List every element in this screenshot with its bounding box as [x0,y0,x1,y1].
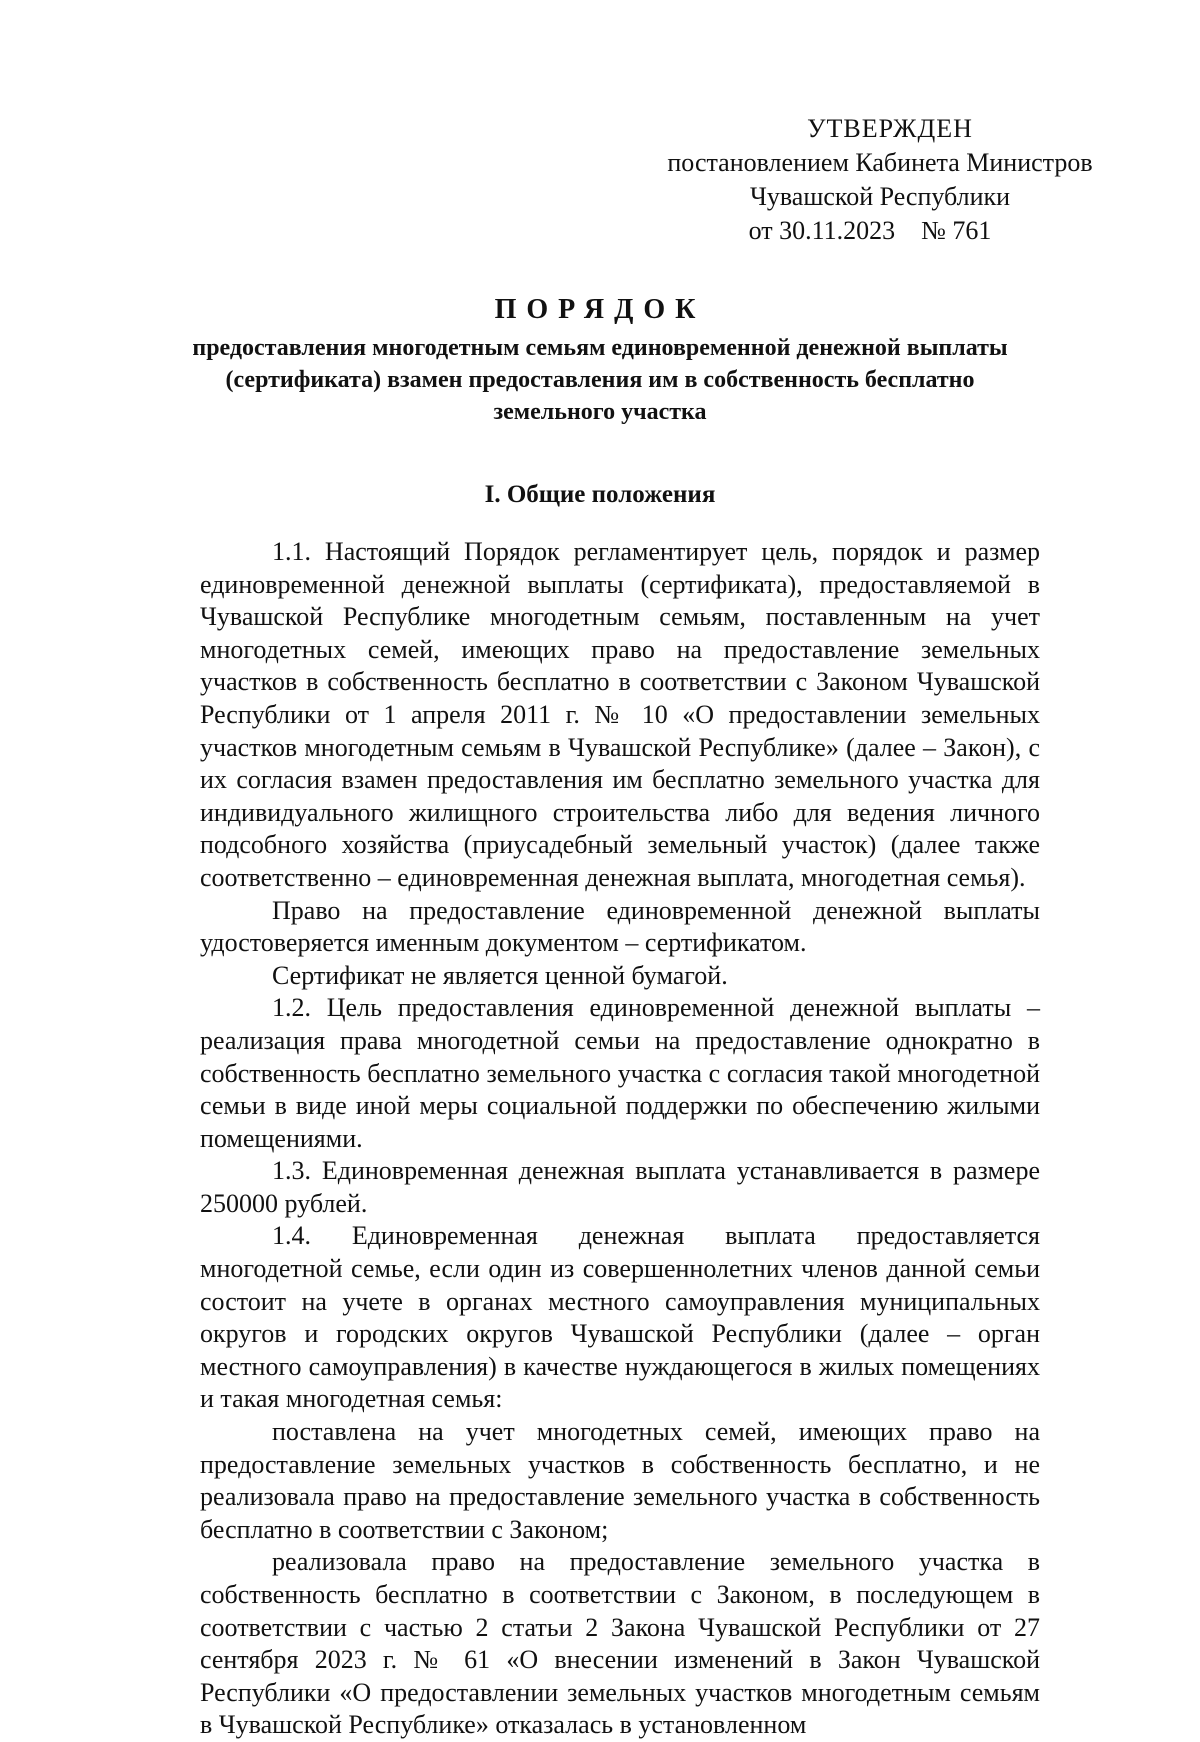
approval-date: от 30.11.2023 № 761 [748,216,992,245]
approval-line-2: Чувашской Республики [749,182,1011,211]
paragraph-registered: поставлена на учет многодетных семей, имеющих право на предоставление земельных участков в собственность бесплатно, и не реализовала право на предоставление земельного участка в собственность бесплатно в соответствии с Законом; [200,1417,1040,1544]
section-heading: I. Общие положения [484,481,716,508]
approval-line-1: постановлением Кабинета Министров [667,148,1093,177]
paragraph-1-2: 1.2. Цель предоставления единовременной денежной выплаты – реализация права многодетной семьи на предоставление однократно в собственность бесплатно земельного участка с согласия такой многодетной семьи в виде иной меры социальной поддержки по обеспечению жилыми помещениями. [200,993,1040,1153]
approval-stamp [640,112,1120,248]
document-title-block [180,292,1020,428]
paragraph-1-1: 1.1. Настоящий Порядок регламентирует цель, порядок и размер единовременной денежной выплаты (сертификата), предоставляемой в Чувашской Республике многодетным семьям, поставленным на учет многодетных семей, имеющих право на предоставление земельных участков в собственность бесплатно в соответствии с Законом Чувашской Республики от 1 апреля 2011 г. № 10 «О предоставлении земельных участков многодетным семьям в Чувашской Республике» (далее – Закон), с их согласия взамен предоставления им бесплатно земельного участка для индивидуального жилищного строительства либо для ведения личного подсобного хозяйства (приусадебный земельный участок) (далее также соответственно – единовременная денежная выплата, многодетная семья). [200,537,1040,892]
paragraph-1-3: 1.3. Единовременная денежная выплата устанавливается в размере 250000 рублей. [200,1156,1040,1218]
document-subtitle: предоставления многодетным семьям единовременной денежной выплаты (сертификата) взамен предоставления им в собственность бесплатно земельного участка [192,335,1008,425]
document-body [200,536,1040,1742]
approval-title: УТВЕРЖДЕН [807,114,973,143]
paragraph-right: Право на предоставление единовременной денежной выплаты удостоверяется именным документом – сертификатом. [200,895,1040,958]
document-title: ПОРЯДОК [494,294,706,325]
paragraph-certificate: Сертификат не является ценной бумагой. [272,960,728,990]
paragraph-realized: реализовала право на предоставление земельного участка в собственность бесплатно в соответствии с Законом, в последующем в соответствии с частью 2 статьи 2 Закона Чувашской Республики от 27 сентября 2023 г. № 61 «О внесении изменений в Закон Чувашской Республики «О предоставлении земельных участков многодетным семьям в Чувашской Республике» отказалась в установленном [200,1547,1040,1740]
paragraph-1-4: 1.4. Единовременная денежная выплата предоставляется многодетной семье, если один из совершеннолетних членов данной семьи состоит на учете в органах местного самоуправления муниципальных округов и городских округов Чувашской Республики (далее – орган местного самоуправления) в качестве нуждающегося в жилых помещениях и такая многодетная семья: [200,1221,1040,1414]
